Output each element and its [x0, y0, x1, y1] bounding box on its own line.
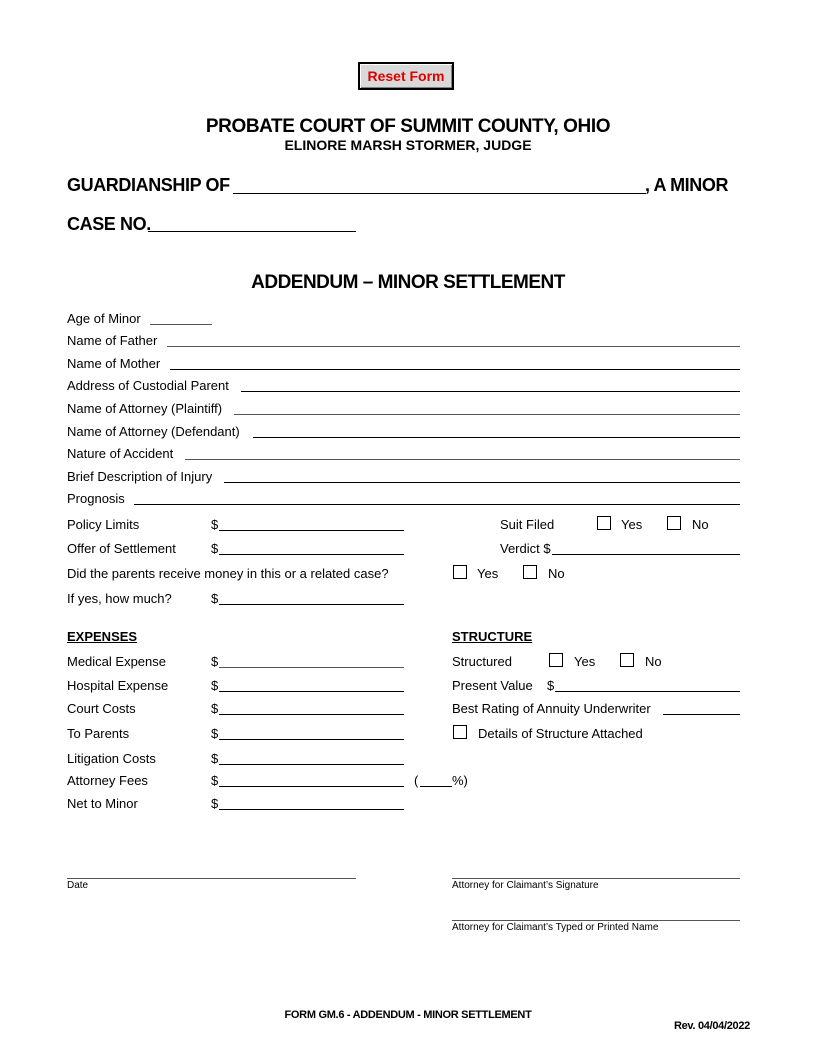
- attorney-signature-label: Attorney for Claimant’s Signature: [452, 880, 599, 891]
- parents-money-label: Did the parents receive money in this or a related case?: [67, 566, 389, 581]
- best-rating-field[interactable]: [663, 714, 740, 715]
- best-rating-label: Best Rating of Annuity Underwriter: [452, 701, 651, 716]
- attorney-printed-name-field[interactable]: [452, 920, 740, 921]
- present-value-label: Present Value: [452, 678, 533, 693]
- offer-field[interactable]: [219, 554, 404, 555]
- structured-label: Structured: [452, 654, 512, 669]
- court-costs-label: Court Costs: [67, 701, 136, 716]
- structured-yes-label: Yes: [574, 654, 596, 669]
- present-value-field[interactable]: [555, 691, 740, 692]
- suit-filed-no-checkbox[interactable]: [667, 516, 681, 530]
- form-number: FORM GM.6 - ADDENDUM - MINOR SETTLEMENT: [284, 1009, 532, 1021]
- dollar-sign: $: [211, 654, 219, 669]
- dollar-sign: $: [547, 678, 555, 693]
- net-to-minor-label: Net to Minor: [67, 796, 138, 811]
- reset-form-button[interactable]: Reset Form: [358, 62, 454, 90]
- age-field[interactable]: [150, 324, 212, 325]
- guardianship-name-field[interactable]: [233, 193, 646, 194]
- dollar-sign: $: [211, 751, 219, 766]
- parents-money-yes-checkbox[interactable]: [453, 565, 467, 579]
- details-attached-label: Details of Structure Attached: [478, 726, 643, 741]
- dollar-sign: $: [211, 773, 219, 788]
- court-costs-field[interactable]: [219, 714, 404, 715]
- father-field[interactable]: [167, 346, 740, 347]
- attorney-printed-name-label: Attorney for Claimant’s Typed or Printed Name: [452, 922, 659, 933]
- to-parents-field[interactable]: [219, 739, 404, 740]
- structure-heading: STRUCTURE: [452, 629, 533, 644]
- atty-defendant-label: Name of Attorney (Defendant): [67, 424, 240, 439]
- address-label: Address of Custodial Parent: [67, 378, 229, 393]
- court-title: PROBATE COURT OF SUMMIT COUNTY, OHIO: [205, 116, 611, 137]
- structured-yes-checkbox[interactable]: [549, 653, 563, 667]
- suit-filed-no-label: No: [692, 517, 709, 532]
- dollar-sign: $: [211, 796, 219, 811]
- prognosis-field[interactable]: [134, 504, 740, 505]
- suit-filed-yes-checkbox[interactable]: [597, 516, 611, 530]
- details-attached-checkbox[interactable]: [453, 725, 467, 739]
- attorney-fees-percent-field[interactable]: [420, 786, 452, 787]
- policy-limits-label: Policy Limits: [67, 517, 140, 532]
- a-minor-label: , A MINOR: [645, 175, 729, 195]
- atty-defendant-field[interactable]: [253, 437, 740, 438]
- dollar-sign: $: [211, 517, 219, 532]
- structured-no-label: No: [645, 654, 662, 669]
- parents-money-no-label: No: [548, 566, 565, 581]
- date-label: Date: [67, 880, 89, 891]
- dollar-sign: $: [211, 678, 219, 693]
- litigation-costs-label: Litigation Costs: [67, 751, 156, 766]
- parents-money-no-checkbox[interactable]: [523, 565, 537, 579]
- hospital-expense-field[interactable]: [219, 691, 404, 692]
- structured-no-checkbox[interactable]: [620, 653, 634, 667]
- case-no-field[interactable]: [148, 231, 356, 232]
- suit-filed-yes-label: Yes: [621, 517, 643, 532]
- expenses-heading: EXPENSES: [67, 629, 138, 644]
- to-parents-label: To Parents: [67, 726, 130, 741]
- accident-field[interactable]: [185, 459, 740, 460]
- injury-field[interactable]: [224, 482, 740, 483]
- age-label: Age of Minor: [67, 311, 141, 326]
- date-field[interactable]: [67, 878, 356, 879]
- hospital-expense-label: Hospital Expense: [67, 678, 169, 693]
- revision-date: Rev. 04/04/2022: [673, 1020, 750, 1032]
- atty-plaintiff-label: Name of Attorney (Plaintiff): [67, 401, 223, 416]
- attorney-signature-field[interactable]: [452, 878, 740, 879]
- dollar-sign: $: [211, 701, 219, 716]
- attorney-fees-label: Attorney Fees: [67, 773, 148, 788]
- attorney-fees-field[interactable]: [219, 786, 404, 787]
- case-no-label: CASE NO.: [67, 214, 151, 234]
- accident-label: Nature of Accident: [67, 446, 174, 461]
- guardianship-label: GUARDIANSHIP OF: [67, 175, 230, 195]
- father-label: Name of Father: [67, 333, 158, 348]
- net-to-minor-field[interactable]: [219, 809, 404, 810]
- dollar-sign: $: [211, 591, 219, 606]
- if-yes-label: If yes, how much?: [67, 591, 172, 606]
- atty-plaintiff-field[interactable]: [234, 414, 740, 415]
- prognosis-label: Prognosis: [67, 491, 125, 506]
- mother-field[interactable]: [170, 369, 740, 370]
- injury-label: Brief Description of Injury: [67, 469, 213, 484]
- medical-expense-field[interactable]: [219, 667, 404, 668]
- percent-open: (: [414, 773, 419, 788]
- mother-label: Name of Mother: [67, 356, 161, 371]
- dollar-sign: $: [211, 541, 219, 556]
- verdict-field[interactable]: [552, 554, 740, 555]
- offer-label: Offer of Settlement: [67, 541, 176, 556]
- form-title: ADDENDUM – MINOR SETTLEMENT: [251, 272, 565, 293]
- if-yes-amount-field[interactable]: [219, 604, 404, 605]
- address-field[interactable]: [241, 391, 740, 392]
- medical-expense-label: Medical Expense: [67, 654, 166, 669]
- parents-money-yes-label: Yes: [477, 566, 499, 581]
- verdict-label: Verdict $: [500, 541, 551, 556]
- percent-close: %): [452, 773, 468, 788]
- judge-name: ELINORE MARSH STORMER, JUDGE: [284, 137, 532, 153]
- suit-filed-label: Suit Filed: [500, 517, 555, 532]
- dollar-sign: $: [211, 726, 219, 741]
- litigation-costs-field[interactable]: [219, 764, 404, 765]
- policy-limits-field[interactable]: [219, 530, 404, 531]
